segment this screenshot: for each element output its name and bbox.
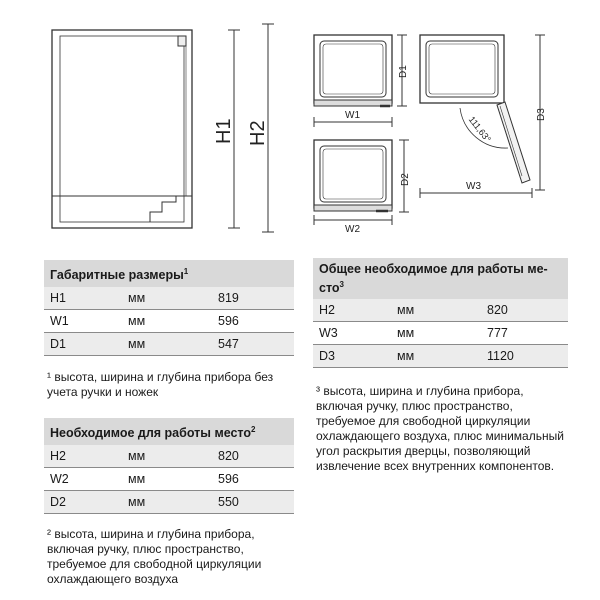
d1-label: D1 <box>398 65 409 78</box>
table-header <box>44 418 294 445</box>
param-cell: D1 <box>50 337 66 352</box>
value-cell: 777 <box>487 326 508 341</box>
w3-label: W3 <box>466 181 481 192</box>
table-header <box>313 258 568 299</box>
table-row <box>313 299 568 322</box>
value-cell: 1120 <box>487 349 514 364</box>
value-cell: 819 <box>218 291 239 306</box>
unit-cell: мм <box>128 472 146 487</box>
overall-dimensions-table <box>44 260 294 356</box>
table-title-line-2: сто <box>319 281 340 296</box>
required-space-table <box>44 418 294 514</box>
table-title: Габаритные размеры <box>50 268 184 283</box>
h1-label: H1 <box>213 118 235 144</box>
table-row <box>44 310 294 333</box>
footnote-mark: 1 <box>183 267 189 276</box>
table-title-line-1: Общее необходимое для работы ме- <box>319 262 548 276</box>
unit-cell: мм <box>397 349 415 364</box>
unit-cell: мм <box>128 449 146 464</box>
param-cell: H2 <box>319 303 335 318</box>
footnote-1: ¹ высота, ширина и глубина прибора без учета ручки и ножек <box>47 370 274 399</box>
param-cell: H2 <box>50 449 66 464</box>
value-cell: 596 <box>218 314 239 329</box>
d2-label: D2 <box>400 173 411 186</box>
unit-cell: мм <box>128 314 146 329</box>
param-cell: W1 <box>50 314 69 329</box>
table-row <box>44 445 294 468</box>
footnote-mark: 2 <box>251 425 256 434</box>
unit-cell: мм <box>128 495 146 510</box>
value-cell: 550 <box>218 495 239 510</box>
value-cell: 820 <box>218 449 239 464</box>
table-row <box>44 491 294 514</box>
table-row <box>44 333 294 356</box>
d3-label: D3 <box>536 108 547 121</box>
value-cell: 596 <box>218 472 239 487</box>
w1-label: W1 <box>345 110 360 121</box>
param-cell: W3 <box>319 326 338 341</box>
door-angle-label: 111,63° <box>466 114 493 145</box>
param-cell: D2 <box>50 495 66 510</box>
dimension-drawings <box>0 0 600 250</box>
table-row <box>44 287 294 310</box>
top-view-2-drawing <box>314 140 392 211</box>
w2-label: W2 <box>345 224 360 235</box>
unit-cell: мм <box>397 303 415 318</box>
value-cell: 547 <box>218 337 239 352</box>
unit-cell: мм <box>128 291 146 306</box>
table-header <box>44 260 294 287</box>
top-view-open-door-drawing <box>420 35 530 183</box>
param-cell: W2 <box>50 472 69 487</box>
table-title: Необходимое для работы место <box>50 426 252 441</box>
footnote-mark: 3 <box>339 280 344 289</box>
h2-label: H2 <box>247 120 269 146</box>
table-row <box>313 322 568 345</box>
unit-cell: мм <box>397 326 415 341</box>
table-row <box>313 345 568 368</box>
param-cell: H1 <box>50 291 66 306</box>
front-view-drawing <box>52 30 192 228</box>
table-row <box>44 468 294 491</box>
top-view-1-drawing <box>314 35 392 106</box>
footnote-2: ² высота, ширина и глубина прибора, включая ручку, плюс пространство, требуемое для свободной циркуляции охлаждающего воздуха <box>47 527 262 586</box>
param-cell: D3 <box>319 349 335 364</box>
total-required-space-table <box>313 258 568 368</box>
unit-cell: мм <box>128 337 146 352</box>
footnote-3: ³ высота, ширина и глубина прибора, включая ручку, плюс пространство, требуемое для свободной циркуляции охлаждающего воздуха, плюс минимальный угол раскрытия дверцы, позволяющий извлечение всех внутренних компонентов. <box>316 384 564 473</box>
value-cell: 820 <box>487 303 508 318</box>
